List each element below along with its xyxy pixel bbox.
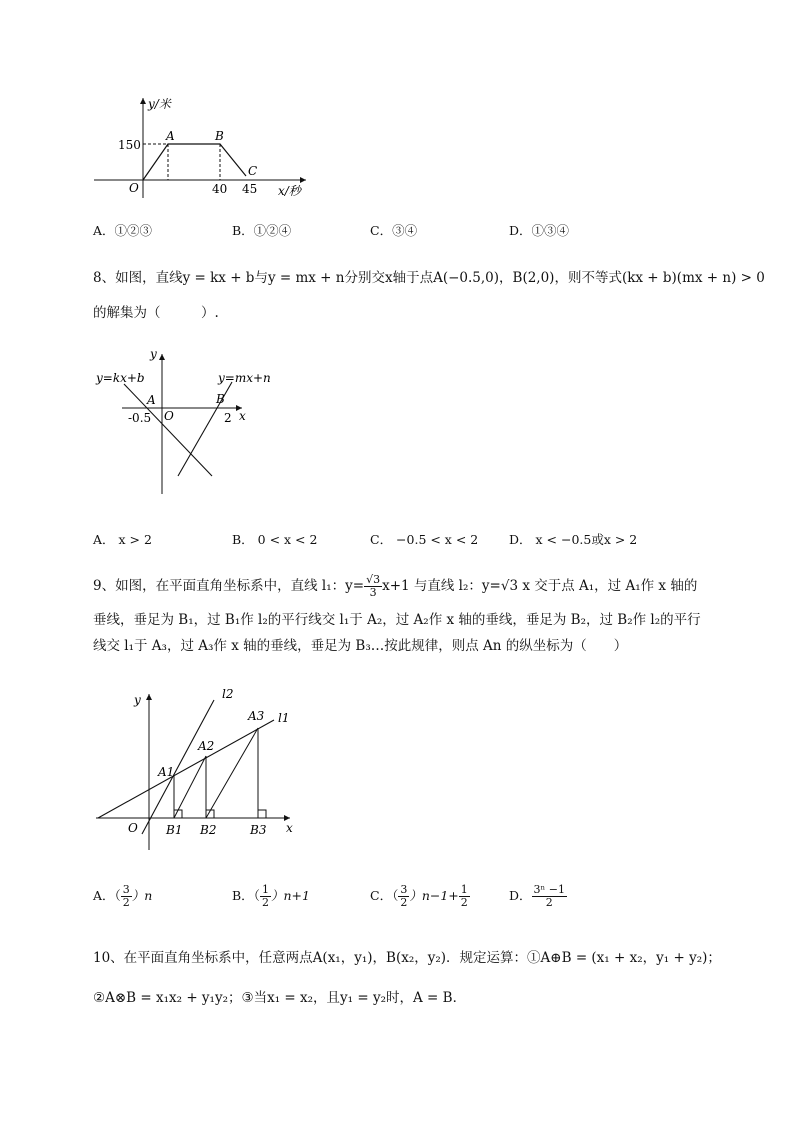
q10-text-line2: ②A⊗B = x₁x₂ + y₁y₂；③当x₁ = x₂，且y₁ = y₂时，A = B． bbox=[93, 990, 467, 1006]
q8-option-d[interactable]: D． x < −0.5或x > 2 bbox=[509, 532, 638, 547]
point-a-label: A bbox=[147, 393, 156, 407]
q9-d-den: 2 bbox=[545, 896, 553, 909]
l2-label: l2 bbox=[222, 687, 234, 701]
q9-c-num-2: 1 bbox=[460, 883, 468, 896]
x-tick-40: 40 bbox=[212, 182, 228, 196]
x-axis-label: x/秒 bbox=[278, 184, 301, 198]
tick-neg-0-5: -0.5 bbox=[128, 411, 152, 425]
q9-b-num: 1 bbox=[261, 883, 269, 896]
figure-9-graph bbox=[92, 686, 302, 854]
right-angle-b3 bbox=[258, 810, 266, 818]
q9-a-fraction bbox=[121, 884, 132, 909]
q8-option-c[interactable]: C． −0.5 < x < 2 bbox=[370, 532, 479, 547]
y-axis-label: y/米 bbox=[148, 97, 171, 111]
q9-option-c[interactable] bbox=[370, 884, 470, 909]
point-a-label: A bbox=[166, 129, 175, 143]
q9-fraction bbox=[364, 574, 382, 599]
label-y-kx-b: y=kx+b bbox=[96, 371, 145, 385]
x-axis-label: x bbox=[239, 409, 246, 423]
q8-option-b[interactable]: B． 0 < x < 2 bbox=[232, 532, 318, 547]
origin-label: O bbox=[128, 821, 138, 835]
q9-text-line2: 垂线，垂足为 B₁，过 B₁作 l₂的平行线交 l₁于 A₂，过 A₂作 x 轴的垂线，垂足为 B₂，过 B₂作 l₂的平行 bbox=[93, 612, 701, 628]
q9-c-fraction-2 bbox=[459, 884, 470, 909]
q9-b-suffix: ）n+1 bbox=[270, 888, 310, 903]
q9-c-num: 3 bbox=[400, 883, 408, 896]
b3-label: B3 bbox=[250, 823, 267, 837]
q7-option-c[interactable]: C．③④ bbox=[370, 223, 418, 238]
a2-label: A2 bbox=[198, 739, 215, 753]
q9-line1-start: 9、如图，在平面直角坐标系中，直线 l₁：y= bbox=[93, 578, 365, 594]
q9-d-prefix: D． bbox=[509, 888, 532, 903]
origin-label: O bbox=[164, 409, 174, 423]
q8-text-line2: 的解集为（ ）. bbox=[93, 305, 219, 321]
b1-label: B1 bbox=[166, 823, 183, 837]
line-l1 bbox=[98, 720, 274, 818]
q9-c-den: 2 bbox=[400, 896, 408, 909]
b2-label: B2 bbox=[200, 823, 217, 837]
point-b-label: B bbox=[216, 392, 225, 406]
q9-frac-num: √3 bbox=[366, 573, 381, 586]
y-tick-150: 150 bbox=[118, 138, 141, 152]
q9-option-a[interactable] bbox=[93, 884, 152, 909]
q7-option-b[interactable]: B．①②④ bbox=[232, 223, 292, 238]
figure-7-graph bbox=[88, 92, 318, 204]
figure-8-graph bbox=[92, 342, 271, 500]
line-l2 bbox=[142, 700, 214, 834]
label-y-mx-n: y=mx+n bbox=[218, 371, 271, 385]
y-axis-label: y bbox=[150, 347, 157, 361]
l1-label: l1 bbox=[278, 711, 290, 725]
q9-a-prefix: A．（ bbox=[93, 888, 121, 903]
q9-d-num: 3ⁿ −1 bbox=[533, 883, 566, 896]
q9-b-fraction bbox=[260, 884, 271, 909]
q9-a-num: 3 bbox=[122, 883, 130, 896]
q9-b-den: 2 bbox=[261, 896, 269, 909]
q9-option-b[interactable] bbox=[232, 884, 310, 909]
point-b-label: B bbox=[215, 129, 224, 143]
origin-label: O bbox=[129, 181, 139, 195]
a1-label: A1 bbox=[158, 765, 175, 779]
tick-2: 2 bbox=[224, 411, 232, 425]
q9-c-den-2: 2 bbox=[460, 896, 468, 909]
q7-option-a[interactable]: A．①②③ bbox=[93, 223, 153, 238]
q9-c-prefix: C．（ bbox=[370, 888, 399, 903]
q8-option-a[interactable]: A． x > 2 bbox=[93, 532, 152, 547]
q9-d-fraction bbox=[532, 884, 567, 909]
q9-b-prefix: B．（ bbox=[232, 888, 260, 903]
q9-c-suffix: ）n−1+ bbox=[409, 888, 459, 903]
q9-text-line3: 线交 l₁于 A₃，过 A₃作 x 轴的垂线，垂足为 B₃…按此规律，则点 An 的纵坐标为（ ） bbox=[93, 638, 628, 654]
line-kx-b bbox=[124, 384, 212, 476]
q9-line1-end: x+1 与直线 l₂：y=√3 x 交于点 A₁，过 A₁作 x 轴的 bbox=[382, 578, 698, 594]
q9-c-fraction bbox=[398, 884, 409, 909]
distance-curve bbox=[143, 144, 246, 180]
y-axis-label: y bbox=[134, 693, 141, 707]
a3-label: A3 bbox=[248, 709, 265, 723]
x-axis-label: x bbox=[286, 821, 293, 835]
q9-text-line1 bbox=[93, 574, 697, 599]
q9-a-den: 2 bbox=[122, 896, 130, 909]
q9-option-d[interactable] bbox=[509, 884, 567, 909]
q10-text-line1: 10、在平面直角坐标系中，任意两点A(x₁，y₁)，B(x₂，y₂)．规定运算：①A⊕B = (x₁ + x₂，y₁ + y₂)； bbox=[93, 950, 721, 966]
x-tick-45: 45 bbox=[242, 182, 258, 196]
q9-a-suffix: ）n bbox=[131, 888, 153, 903]
point-c-label: C bbox=[248, 164, 258, 178]
q9-frac-den: 3 bbox=[369, 586, 377, 599]
q8-text-line1: 8、如图，直线y = kx + b与y = mx + n分别交x轴于点A(−0.5,0)，B(2,0)，则不等式(kx + b)(mx + n) > 0 bbox=[93, 270, 765, 286]
q7-option-d[interactable]: D．①③④ bbox=[509, 223, 570, 238]
